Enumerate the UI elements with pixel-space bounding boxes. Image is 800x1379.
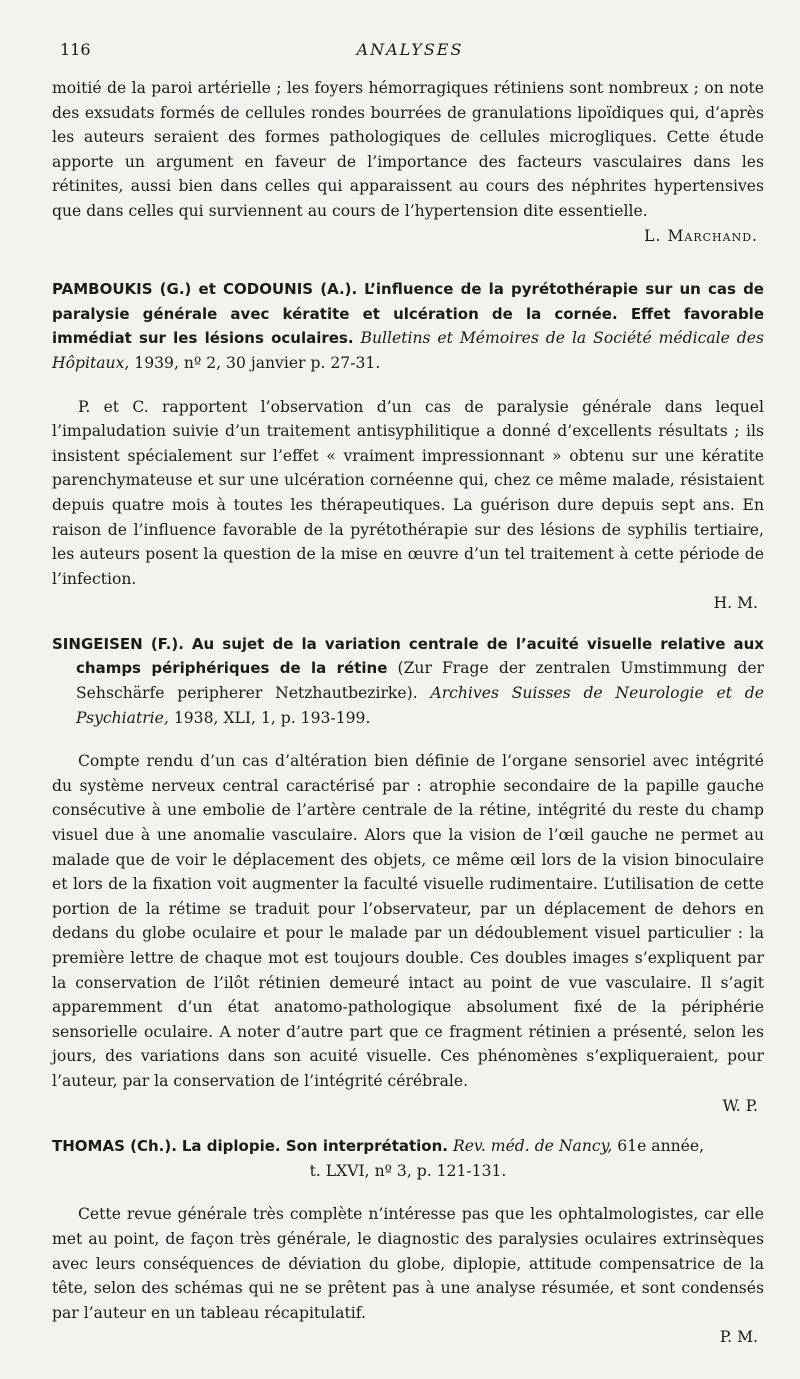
article-authors: SINGEISEN (F.). <box>52 634 184 653</box>
article-reference <box>52 632 764 730</box>
article-journal: Rev. méd. de Nancy, <box>452 1137 613 1156</box>
article-signature: H. M. <box>713 594 758 613</box>
article-body: P. et C. rapportent l’observation d’un cas de paralysie générale dans lequel l’impaludation suivie d’un traitement antisyphilitique a donné d’excellents résultats ; ils insistent spécialement sur l’effet « vraiment impressionnant » obtenu sur une kératite parenchymateuse et sur une ulcération cornéenne qui, chez ce même malade, résistaient depuis quatre mois à toutes les thérapeutiques. La guérison dure depuis sept ans. En raison de l’influence favorable de la pyrétothérapie sur des lésions de syphilis tertiaire, les auteurs posent la question de la mise en œuvre d’un tel traitement à cette période de l’infection. <box>52 397 764 588</box>
article-continuation <box>52 76 764 248</box>
article-citation: 1938, XLI, 1, p. 193-199. <box>173 708 371 727</box>
article-body: moitié de la paroi artérielle ; les foyers hémorragiques rétiniens sont nombreux ; on note des exsudats formés de cellules rondes bourrées de granulations lipoïdiques qui, d’après les auteurs seraient des formes pathologiques de cellules microgliques. Cette étude apporte un argument en faveur de l’importance des facteurs vasculaires dans les rétinites, aussi bien dans celles qui apparaissent au cours des néphrites hypertensives que dans celles qui surviennent au cours de l’hypertension dite essentielle. <box>52 79 764 220</box>
article-citation: 61e année, <box>617 1137 705 1156</box>
page-number: 116 <box>60 40 91 59</box>
article-title: Au sujet de la variation centrale de l’acuité visuelle relative aux champs périphériques de la rétine <box>76 634 764 678</box>
article-citation: 1939, nº 2, 30 janvier p. 27-31. <box>134 353 381 372</box>
article-citation-line2: t. LXVI, nº 3, p. 121-131. <box>309 1161 507 1180</box>
article-body: Compte rendu d’un cas d’altération bien définie de l’organe sensoriel avec intégrité du système nerveux central caractérisé par : atrophie secondaire de la papille gauche consécutive à une embolie de l’artère centrale de la rétine, intégrité du reste du champ visuel due à une anomalie vasculaire. Alors que la vision de l’œil gauche ne permet au malade que de voir le déplacement des objets, ce même œil lors de la vision binoculaire et lors de la fixation voit augmenter la faculté visuelle rudimentaire. L’utilisation de cette portion de la rétime se traduit pour l’observateur, par un déplacement de dehors en dedans du globe oculaire et pour le malade par un dédoublement visuel particulier : la première lettre de chaque mot est toujours double. Ces doubles images s’expliquent par la conservation de l’ilôt rétinien demeuré intact au point de vue vasculaire. Il s’agit apparemment d’un état anatomo-pathologique absolument fixé de la périphérie sensorielle oculaire. A noter d’autre part que ce fragment rétinien a présenté, selon les jours, des variations dans son acuité visuelle. Ces phénomènes s’expliqueraient, pour l’auteur, par la conservation de l’intégrité cérébrale. <box>52 752 764 1090</box>
page-content <box>52 76 764 1350</box>
article-journal: Archives Suisses de Neurologie et de Psychiatrie, <box>76 684 764 727</box>
article-thomas <box>52 1134 764 1350</box>
article-authors: PAMBOUKIS (G.) et CODOUNIS (A.). <box>52 280 358 299</box>
article-body: Cette revue générale très complète n’intéresse pas que les ophtalmologistes, car elle met au point, de façon très générale, le diagnostic des paralysies oculaires extrinsèques avec leurs conséquences de déviation du globe, diplopie, attitude compensatrice de la tête, selon des schémas qui ne se prêtent pas à une analyse résumée, et sont condensés par l’auteur en un tableau récapitulatif. <box>52 1205 764 1322</box>
article-journal: Bulletins et Mémoires de la Société médicale des Hôpitaux, <box>52 329 764 372</box>
article-pamboukis <box>52 277 764 616</box>
article-signature: W. P. <box>722 1096 758 1115</box>
article-reference <box>52 1134 764 1159</box>
article-title: L’influence de la pyrétothérapie sur un cas de paralysie générale avec kératite et ulcération de la cornée. Effet favorable immédiat sur les lésions oculaires. <box>52 280 764 348</box>
article-singeisen <box>52 632 764 1118</box>
page-header <box>60 40 760 66</box>
running-title: ANALYSES <box>356 40 464 59</box>
article-title: La diplopie. Son interprétation. <box>181 1137 448 1156</box>
article-reference <box>52 277 764 375</box>
article-authors: THOMAS (Ch.). <box>52 1137 177 1156</box>
article-signature: L. Marchand. <box>644 226 758 245</box>
article-signature: P. M. <box>719 1328 758 1347</box>
article-original-title: (Zur Frage der zentralen Umstimmung der Sehschärfe peripherer Netzhautbezirke). <box>76 659 765 703</box>
